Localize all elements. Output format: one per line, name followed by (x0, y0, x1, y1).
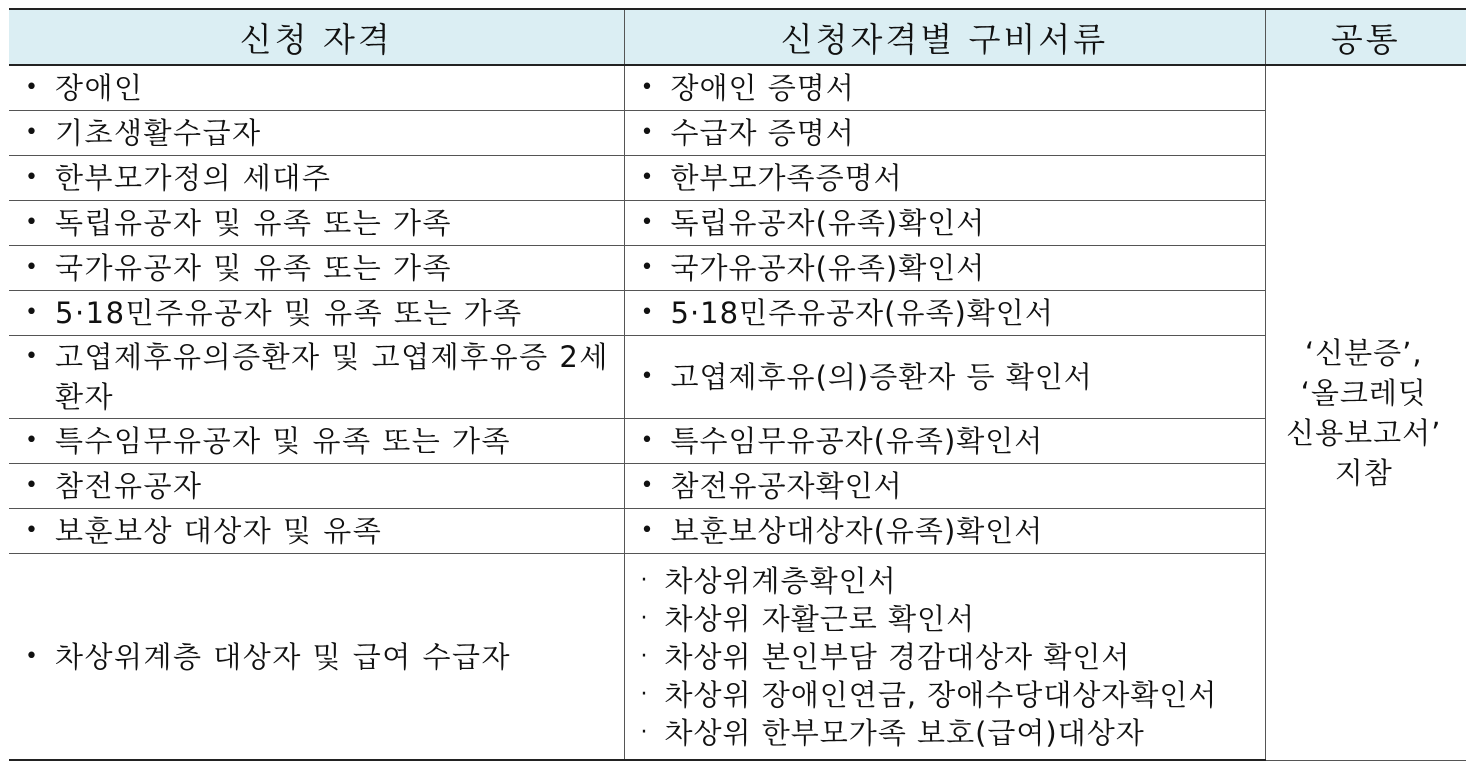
bullet-icon: • (25, 75, 39, 100)
qualification-cell (9, 201, 624, 246)
qualification-cell (9, 111, 624, 156)
header-row (9, 9, 1466, 65)
qualification-cell (9, 246, 624, 291)
common-line: 신용보고서’ (1286, 415, 1442, 450)
bullet-icon: • (25, 300, 39, 325)
qualification-text: 국가유공자 및 유족 또는 가족 (55, 251, 453, 285)
dot-icon: · (640, 681, 649, 707)
dot-icon: · (640, 643, 649, 669)
document-cell (624, 65, 1265, 111)
document-cell (624, 509, 1265, 554)
document-list-item: 차상위 장애인연금, 장애수당대상자확인서 (664, 677, 1218, 712)
qualification-text: 보훈보상 대상자 및 유족 (55, 514, 383, 548)
bullet-icon: • (640, 473, 655, 498)
document-list-item: 차상위 본인부담 경감대상자 확인서 (664, 639, 1131, 674)
bullet-icon: • (25, 473, 39, 498)
bullet-icon: • (640, 165, 655, 190)
document-text: 참전유공자확인서 (670, 469, 903, 503)
table-row (9, 156, 1466, 201)
bullet-icon: • (25, 165, 39, 190)
document-list-cell (624, 554, 1265, 761)
table-row (9, 554, 1466, 761)
qualification-cell (9, 554, 624, 761)
document-text: 한부모가족증명서 (670, 161, 903, 195)
qualification-cell (9, 65, 624, 111)
document-text: 장애인 증명서 (670, 71, 855, 105)
document-text: 5·18민주유공자(유족)확인서 (670, 296, 1054, 330)
bullet-icon: • (640, 120, 655, 145)
document-text: 보훈보상대상자(유족)확인서 (670, 514, 1044, 548)
document-text: 고엽제후유(의)증환자 등 확인서 (670, 360, 1093, 394)
bullet-icon: • (640, 300, 655, 325)
qualification-cell (9, 419, 624, 464)
qualification-text: 독립유공자 및 유족 또는 가족 (55, 206, 453, 240)
document-table (9, 8, 1466, 761)
qualification-text: 특수임무유공자 및 유족 또는 가족 (55, 424, 512, 458)
document-cell (624, 419, 1265, 464)
qualification-cell (9, 509, 624, 554)
qualification-text: 참전유공자 (55, 469, 203, 503)
document-cell (624, 246, 1265, 291)
header-documents: 신청자격별 구비서류 (624, 9, 1265, 65)
dot-icon: · (640, 719, 649, 745)
qualification-text: 5·18민주유공자 및 유족 또는 가족 (55, 296, 523, 330)
bullet-icon: • (640, 518, 655, 543)
bullet-icon: • (25, 344, 39, 369)
bullet-icon: • (640, 364, 655, 389)
bullet-icon: • (640, 428, 655, 453)
document-cell (624, 464, 1265, 509)
qualification-text: 차상위계층 대상자 및 급여 수급자 (55, 639, 512, 674)
bullet-icon: • (25, 210, 39, 235)
bullet-icon: • (25, 518, 39, 543)
qualification-cell (9, 464, 624, 509)
document-cell (624, 201, 1265, 246)
bullet-icon: • (25, 643, 39, 669)
table-row (9, 464, 1466, 509)
qualification-cell (9, 291, 624, 336)
table-row (9, 291, 1466, 336)
document-list-item: 차상위계층확인서 (664, 563, 897, 598)
bullet-icon: • (25, 428, 39, 453)
bullet-icon: • (640, 255, 655, 280)
header-qualification: 신청 자격 (9, 9, 624, 65)
document-cell (624, 336, 1265, 419)
bullet-icon: • (640, 210, 655, 235)
common-line: ‘신분증’, (1304, 335, 1423, 370)
table-row (9, 509, 1466, 554)
bullet-icon: • (25, 120, 39, 145)
qualification-text: 고엽제후유의증환자 및 고엽제후유증 2세환자 (55, 340, 609, 414)
document-text: 특수임무유공자(유족)확인서 (670, 424, 1044, 458)
dot-icon: · (640, 567, 649, 593)
common-line: 지참 (1334, 455, 1393, 490)
document-text: 독립유공자(유족)확인서 (670, 206, 986, 240)
table-row (9, 419, 1466, 464)
qualification-text: 한부모가정의 세대주 (55, 161, 332, 195)
qualification-cell (9, 336, 624, 419)
dot-icon: · (640, 605, 649, 631)
qualification-text: 기초생활수급자 (55, 116, 262, 150)
common-cell (1265, 65, 1466, 760)
bullet-icon: • (25, 255, 39, 280)
table-row (9, 246, 1466, 291)
qualification-cell (9, 156, 624, 201)
qualification-text: 장애인 (55, 71, 144, 105)
document-cell (624, 291, 1265, 336)
table-row (9, 111, 1466, 156)
table-row (9, 65, 1466, 111)
table-row (9, 336, 1466, 419)
table-row (9, 201, 1466, 246)
document-text: 국가유공자(유족)확인서 (670, 251, 986, 285)
document-text: 수급자 증명서 (670, 116, 855, 150)
document-list-item: 차상위 한부모가족 보호(급여)대상자 (664, 715, 1145, 750)
bullet-icon: • (640, 75, 655, 100)
document-list-item: 차상위 자활근로 확인서 (664, 601, 976, 636)
document-cell (624, 111, 1265, 156)
header-common: 공통 (1265, 9, 1466, 65)
common-line: ‘올크레딧 (1300, 375, 1427, 410)
document-cell (624, 156, 1265, 201)
